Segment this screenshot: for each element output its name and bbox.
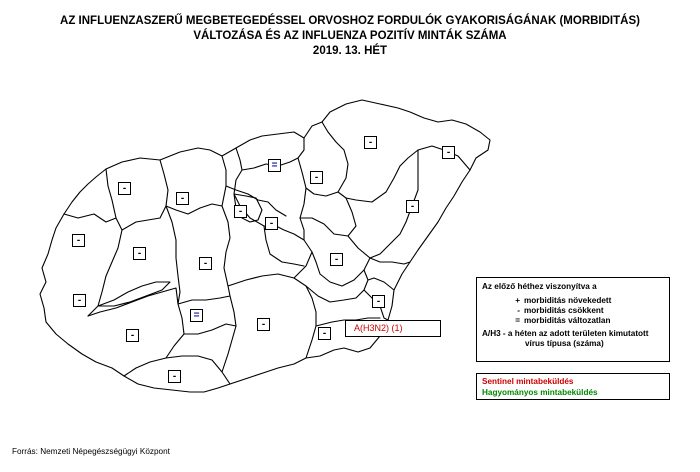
county-border <box>184 324 236 334</box>
county-morbidity-marker: - <box>168 370 181 383</box>
legend-symbol: = <box>515 316 520 325</box>
county-morbidity-marker: - <box>310 171 323 184</box>
county-morbidity-marker: - <box>330 253 343 266</box>
title-line-1: AZ INFLUENZASZERŰ MEGBETEGEDÉSSEL ORVOSHOZ FORDULÓK GYAKORISÁGÁNAK (MORBIDITÁS) <box>60 15 640 27</box>
county-morbidity-marker: - <box>199 257 212 270</box>
county-morbidity-marker: - <box>234 205 247 218</box>
legend-note-continued: vírus típusa (száma) <box>525 339 604 348</box>
county-border <box>64 214 116 222</box>
county-morbidity-marker: - <box>73 294 86 307</box>
source-credit: Forrás: Nemzeti Népegészségügyi Központ <box>12 447 170 456</box>
sentinel-label: Sentinel mintabeküldés <box>482 377 574 386</box>
county-morbidity-marker: - <box>72 234 85 247</box>
county-border <box>222 156 230 286</box>
county-morbidity-marker: - <box>318 327 331 340</box>
county-border <box>178 286 230 304</box>
legend-row-increase <box>482 296 664 306</box>
county-border <box>166 204 222 214</box>
title-line-3: 2019. 13. HÉT <box>312 45 388 57</box>
county-border <box>222 296 236 372</box>
county-morbidity-marker: - <box>406 200 419 213</box>
county-border <box>264 226 304 266</box>
county-border <box>122 160 168 230</box>
legend-text: morbiditás csökkent <box>524 306 604 315</box>
county-morbidity-marker: - <box>133 247 146 260</box>
traditional-label: Hagyományos mintabeküldés <box>482 388 598 397</box>
county-morbidity-marker: - <box>442 146 455 159</box>
county-morbidity-marker: - <box>126 329 139 342</box>
country-outline <box>40 100 490 392</box>
county-morbidity-marker: = <box>190 309 203 322</box>
legend-text: morbiditás változatlan <box>524 316 611 325</box>
legend-box <box>476 277 670 362</box>
county-morbidity-marker: - <box>372 295 385 308</box>
title-line-2: VÁLTOZÁSA ÉS AZ INFLUENZA POZITÍV MINTÁK SZÁMA <box>193 30 507 42</box>
legend-symbol: - <box>517 306 520 315</box>
county-border <box>98 282 170 306</box>
county-border <box>370 258 410 264</box>
legend-row-unchanged <box>482 316 664 326</box>
county-morbidity-marker: - <box>364 136 377 149</box>
county-border <box>322 122 348 192</box>
county-morbidity-marker: - <box>176 192 189 205</box>
county-morbidity-marker: - <box>265 217 278 230</box>
county-border <box>368 278 394 290</box>
county-border <box>88 169 122 316</box>
legend-symbol: + <box>515 296 520 305</box>
virus-detection-label: A(H3N2) (1) <box>345 320 441 337</box>
legend-row-decrease <box>482 306 664 316</box>
county-border <box>300 188 306 240</box>
legend-text: morbiditás növekedett <box>524 296 612 305</box>
county-morbidity-marker: = <box>268 159 281 172</box>
county-morbidity-marker: - <box>118 182 131 195</box>
county-border <box>228 274 316 358</box>
sampling-legend-box <box>476 373 670 400</box>
legend-note: A/H3 - a héten az adott területen kimutatott <box>482 329 649 338</box>
legend-heading: Az előző héthez viszonyítva a <box>482 282 597 291</box>
county-morbidity-marker: - <box>257 318 270 331</box>
county-border <box>300 198 356 236</box>
